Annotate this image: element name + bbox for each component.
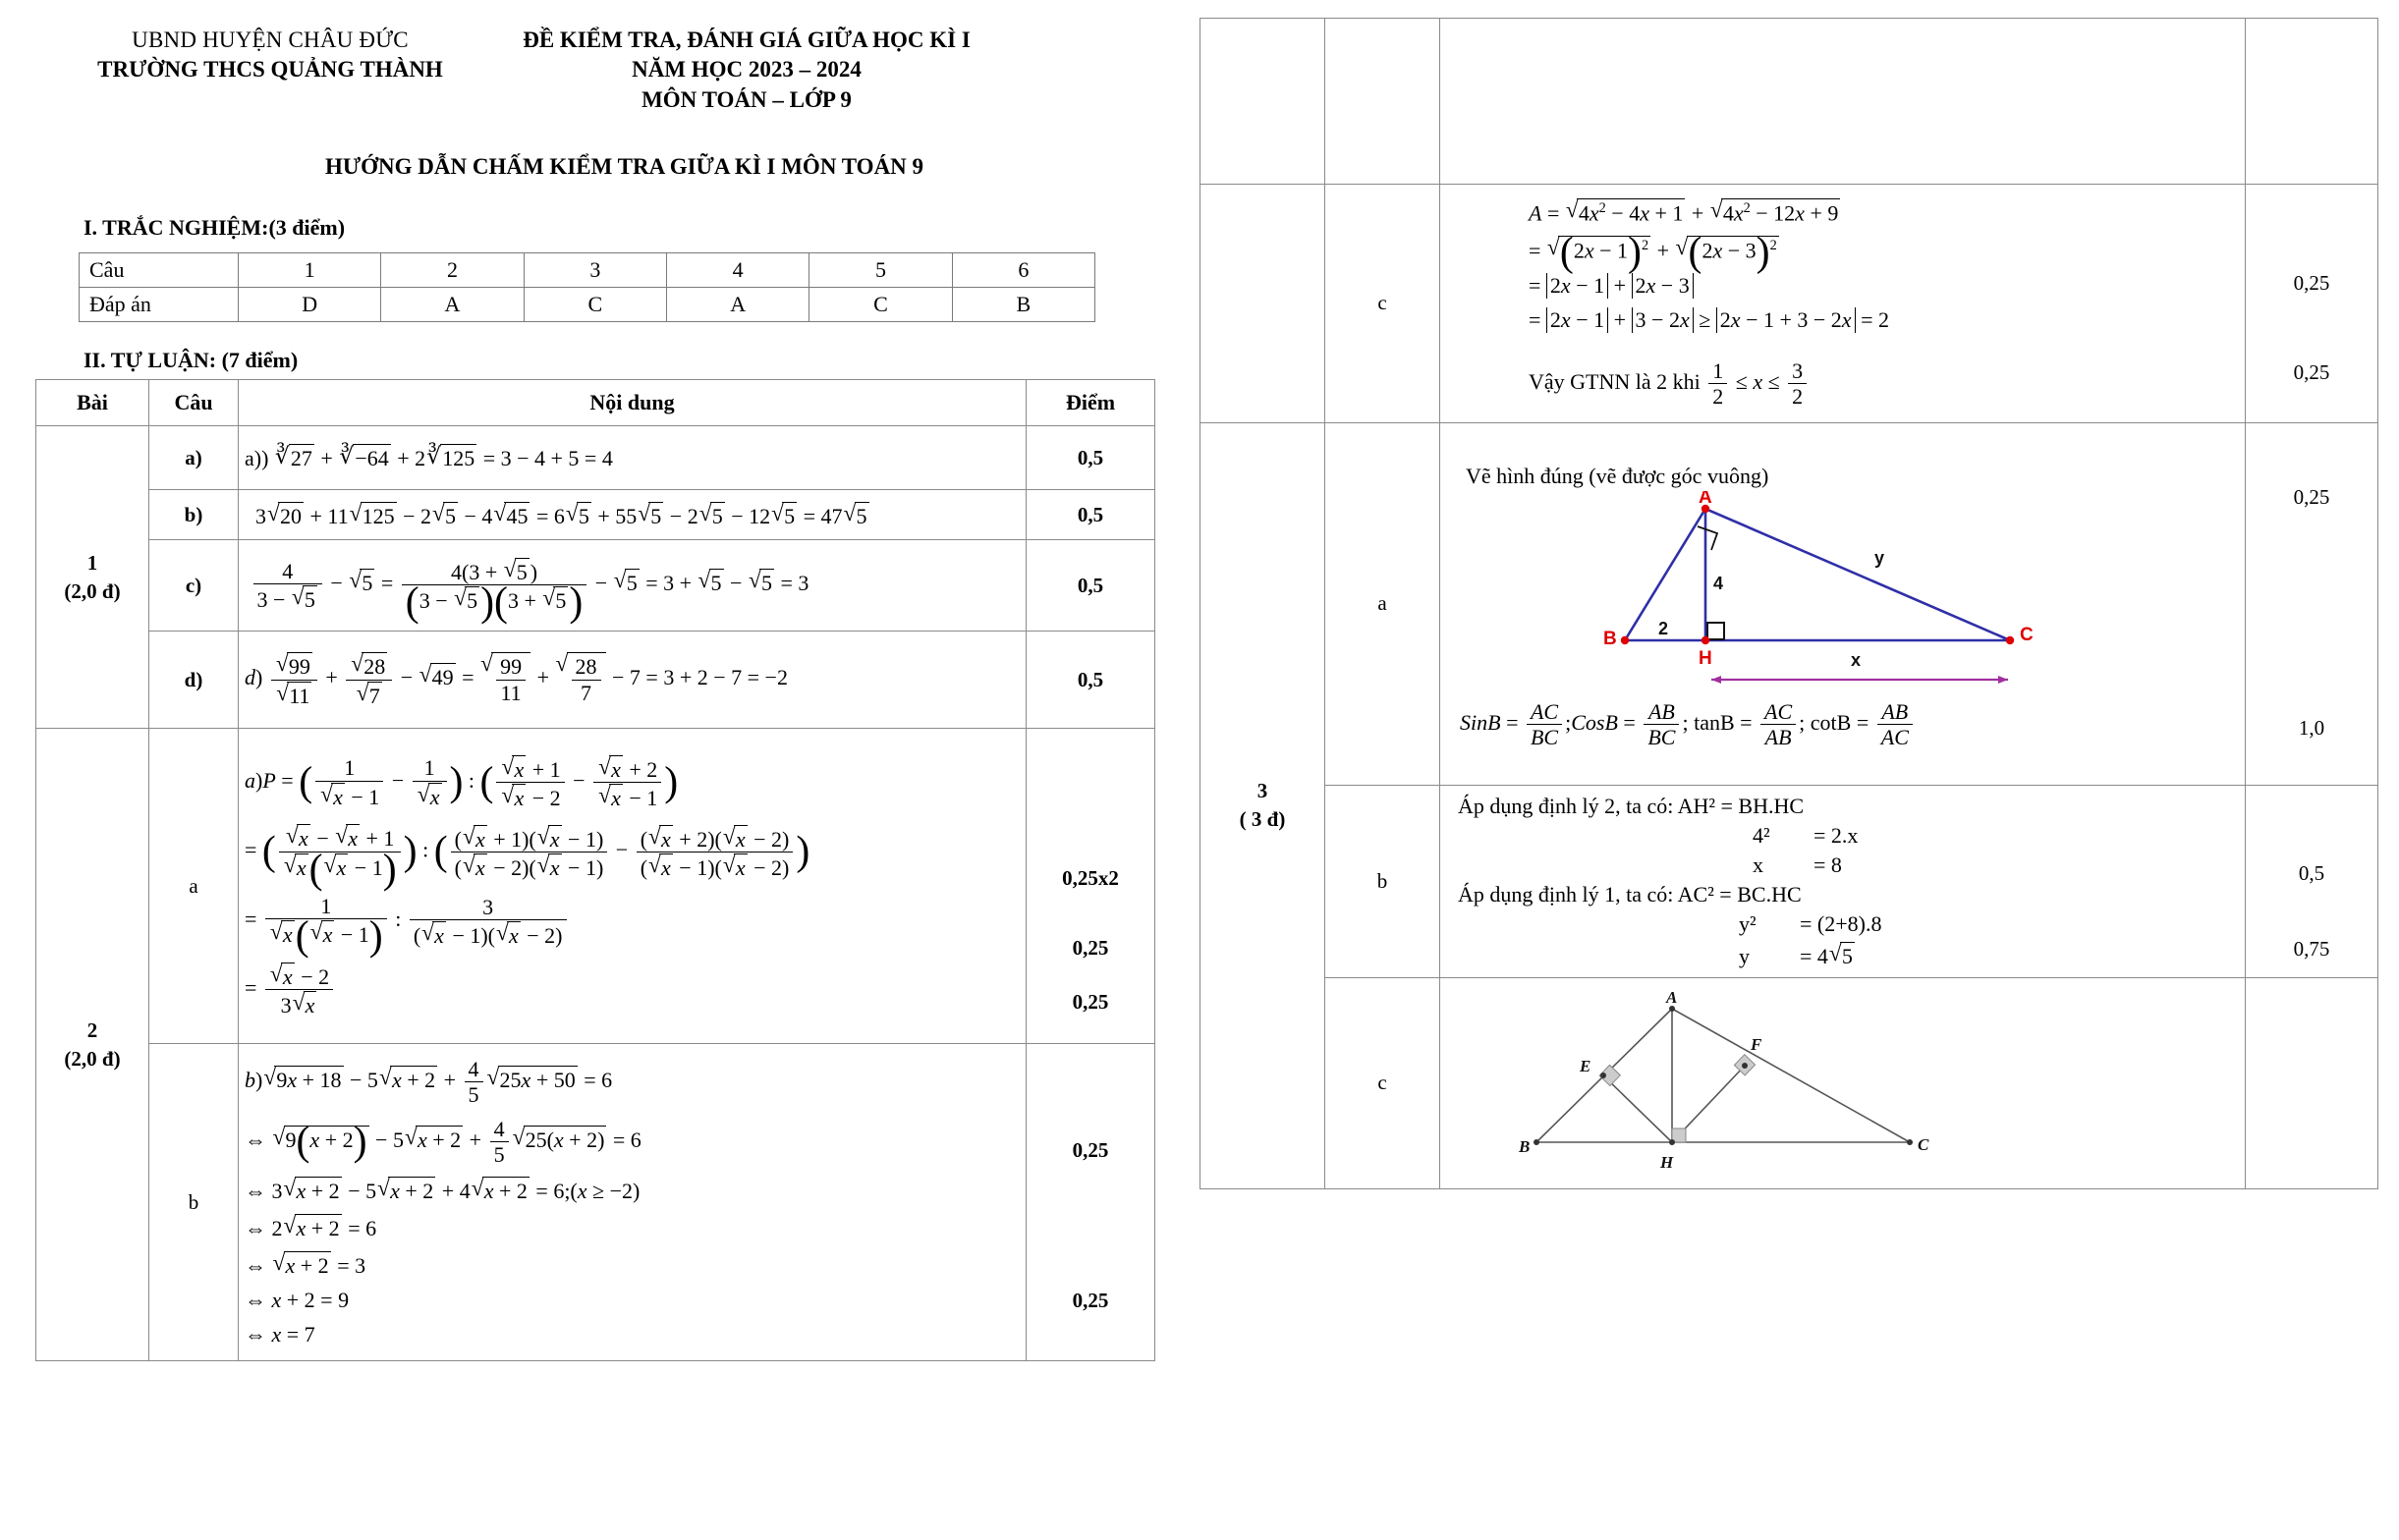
cau-1a-label: a) xyxy=(149,426,239,490)
diem-2b-1: 0,25 xyxy=(1072,1138,1109,1163)
dinh-ly-2-line: Áp dụng định lý 2, ta có: AH² = BH.HC xyxy=(1458,793,1805,818)
mc-question-6: 6 xyxy=(952,253,1094,288)
document-header xyxy=(0,0,1200,115)
cau-3b-label: b xyxy=(1325,785,1440,977)
cau-1c-label: c) xyxy=(149,540,239,632)
mc-question-2: 2 xyxy=(381,253,524,288)
page-title: HƯỚNG DẪN CHẤM KIỂM TRA GIỮA KÌ I MÔN TOÁN 9 xyxy=(324,154,924,180)
continuation-noidung xyxy=(1440,19,2246,185)
b-line3-left: x xyxy=(1753,852,1763,877)
col-header-diem: Điểm xyxy=(1027,380,1155,426)
table-row-1d xyxy=(36,632,1155,729)
cau-2b-label: b xyxy=(149,1044,239,1361)
diem-2c-group xyxy=(2246,185,2378,423)
figure-triangle-with-altitudes xyxy=(1448,987,2237,1180)
mc-answer-3: C xyxy=(524,288,666,322)
mc-question-4: 4 xyxy=(666,253,809,288)
cau-3b-content xyxy=(1440,785,2246,977)
diem-3a-group xyxy=(2246,422,2378,785)
point-f xyxy=(1742,1063,1748,1069)
table-row-2b xyxy=(36,1044,1155,1361)
col-header-noidung: Nội dung xyxy=(239,380,1027,426)
multiple-choice-answer-table xyxy=(79,252,1095,322)
diem-2a-3: 0,25 xyxy=(1072,989,1109,1014)
col-header-bai: Bài xyxy=(36,380,149,426)
mc-row-label-answer: Đáp án xyxy=(80,288,239,322)
triangle-abc-outline xyxy=(1536,1009,1910,1142)
b-line6-right: = 4 xyxy=(1800,943,1828,968)
label-c: C xyxy=(2019,624,2034,645)
segment-he xyxy=(1603,1075,1672,1142)
diem-3b-group xyxy=(2246,785,2378,977)
continuation-cau xyxy=(1325,19,1440,185)
exam-line-2: NĂM HỌC 2023 – 2024 xyxy=(632,57,862,82)
diem-2a-1: 0,25x2 xyxy=(1062,865,1119,890)
diem-3a-2: 1,0 xyxy=(2298,715,2325,740)
exam-line-1: ĐỀ KIỂM TRA, ĐÁNH GIÁ GIỮA HỌC KÌ I xyxy=(523,28,971,52)
org-line-2: TRƯỜNG THCS QUẢNG THÀNH xyxy=(97,56,443,82)
page-right xyxy=(1200,0,2399,1540)
cau-1b-label: b) xyxy=(149,490,239,540)
cau-3c-label: c xyxy=(1325,977,1440,1188)
cau-2a-label: a xyxy=(149,729,239,1044)
table-row-answers xyxy=(80,288,1095,322)
point-c xyxy=(2005,636,2013,644)
point-b xyxy=(1620,636,1628,644)
label-b: B xyxy=(1602,628,1617,649)
mc-row-label-question: Câu xyxy=(80,253,239,288)
diem-1d: 0,5 xyxy=(1027,632,1155,729)
cau-2a-content: a)P = ( 1 √ x − 1 − 1 √ x ) : ( √ x + 1 √ x − 2 − √ x + 2 √ x − 1 ) = ( √ x − √ x + 1 √ x( √ x − 1) ) : ( $\frac{( √ x + 1)( √ x - 1)}{( √ x - 2)( √ x - 1)}$ − $\frac{( √ x + 2)( √ x - 2)}{( √ x - 1)( √ x - 2)}$ ) = 1 √ x( √ x − 1) : $\frac{3}{( √ x - 1)( √ x - 2)}$ = √ $\frac{x - 2}{3 √ x}$ xyxy=(239,729,1027,1044)
b-line6-left: y xyxy=(1739,943,1750,968)
table-row-1a xyxy=(36,426,1155,490)
bai-3-label xyxy=(1200,422,1325,1188)
label-h-2: H xyxy=(1660,1152,1674,1172)
bai-2-label xyxy=(36,729,149,1361)
label-a-2: A xyxy=(1666,987,1678,1007)
diem-2a-group xyxy=(1027,729,1155,1044)
trig-ratio-formulas: SinB = $\frac{AC}{BC}$ ;CosB = $\frac{AB}{BC}$ ; tanB = $\frac{AC}{AB}$ ; cotB = $\frac{AB}{AC}$ xyxy=(1448,699,2237,750)
point-c-2 xyxy=(1907,1139,1913,1145)
bai-3-points: ( 3 đ) xyxy=(1239,807,1286,832)
point-e xyxy=(1600,1072,1606,1078)
cau-1d-content: d) √ 99 √ 11 + √ 28 √ 7 − √ 49 = √ $\frac{99}{11}$ + √ $\frac{28}{7}$ − 7 = 3 + 2 − 7 = −2 xyxy=(239,632,1027,729)
bai-1-number: 1 xyxy=(86,551,98,576)
b-line2-left: 4² xyxy=(1753,822,1770,848)
sqrt-5-glyph: √ 5 xyxy=(1829,941,1855,969)
exam-line-3: MÔN TOÁN – LỚP 9 xyxy=(642,86,852,112)
label-c-2: C xyxy=(1918,1134,1929,1154)
diem-2c-2: 0,25 xyxy=(2293,359,2330,384)
continuation-bai xyxy=(1200,19,1325,185)
mc-question-3: 3 xyxy=(524,253,666,288)
mc-answer-5: C xyxy=(809,288,952,322)
right-angle-a xyxy=(1698,526,1717,550)
dinh-ly-1-line: Áp dụng định lý 1, ta có: AC² = BC.HC xyxy=(1458,881,1802,907)
triangle-outline xyxy=(1625,509,2010,640)
label-hc-length: x xyxy=(1850,649,1861,670)
cau-1b-content: 3 √ 20 + 11 √ 125 − 2 √ 5 − 4 √ 45 = 6 √ 5 + 55 √ 5 − 2 √ 5 − 12 √ 5 = 47 √ 5 xyxy=(239,490,1027,540)
cau-1a-content: a)) ∛ 27 + ∛ −64 + 2 ∛ 125 = 3 − 4 + 5 = 4 xyxy=(239,426,1027,490)
table-row-3c xyxy=(1200,977,2378,1188)
diem-1a: 0,5 xyxy=(1027,426,1155,490)
cau-1d-label: d) xyxy=(149,632,239,729)
b-line5-left: y² xyxy=(1739,910,1757,936)
table-row-continuation xyxy=(1200,19,2378,185)
diem-3c xyxy=(2246,977,2378,1188)
label-e: E xyxy=(1580,1056,1591,1075)
label-b-2: B xyxy=(1519,1136,1531,1156)
label-h: H xyxy=(1698,647,1712,669)
ve-hinh-note: Vẽ hình đúng (vẽ được góc vuông) xyxy=(1466,463,1769,488)
table-row-2a xyxy=(36,729,1155,1044)
diem-3a-1: 0,25 xyxy=(2293,484,2330,509)
mc-answer-4: A xyxy=(666,288,809,322)
right-angle-h xyxy=(1707,623,1724,639)
point-h-2 xyxy=(1669,1139,1675,1145)
dimension-arrow-left xyxy=(1711,676,1721,684)
diem-2b-2: 0,25 xyxy=(1072,1289,1109,1313)
grading-table-right xyxy=(1200,18,2378,1189)
table-row-1c xyxy=(36,540,1155,632)
cau-2b-content: b) √ 9x + 18 − 5 √ x + 2 + $\frac{4}{5}$ √ 25x + 50 = 6 ⇔ √ 9(x + 2) − 5 √ x + 2 + $\frac{4}{5}$ √ 25(x + 2) = 6 ⇔ 3 √ x + 2 − 5 √ x + 2 + 4 √ x + 2 = 6;(x ≥ −2) ⇔ 2 √ x + 2 = 6 ⇔ √ x + 2 = 3 ⇔ x + 2 = 9 ⇔ x = 7 xyxy=(239,1044,1027,1361)
exam-block xyxy=(481,26,1012,115)
school-block xyxy=(59,26,481,115)
table-row-3b xyxy=(1200,785,2378,977)
diem-1c: 0,5 xyxy=(1027,540,1155,632)
bai-2-number: 2 xyxy=(86,1018,98,1043)
b-line2-right: = 2.x xyxy=(1813,822,1859,848)
label-ah-length: 4 xyxy=(1712,573,1723,593)
bai-2c-label xyxy=(1200,185,1325,423)
triangle-aefh-svg xyxy=(1497,987,1949,1174)
continuation-diem xyxy=(2246,19,2378,185)
table-row-2c xyxy=(1200,185,2378,423)
org-line-1: UBND HUYỆN CHÂU ĐỨC xyxy=(132,28,409,52)
bai-2-points: (2,0 đ) xyxy=(64,1046,121,1071)
diem-3b-1: 0,5 xyxy=(2298,861,2325,886)
table-row-1b xyxy=(36,490,1155,540)
diem-3b-2: 0,75 xyxy=(2293,937,2330,962)
bai-1-label xyxy=(36,426,149,729)
mc-answer-2: A xyxy=(381,288,524,322)
b-line5-right: = (2+8).8 xyxy=(1800,910,1882,936)
col-header-cau: Câu xyxy=(149,380,239,426)
point-b-2 xyxy=(1534,1139,1539,1145)
cau-2c-content: A = √ $4x^2 - 4x + 1$ + √ $4x^2 - 12x + 9$ = √ $(2x - 1)^2$ + √ $(2x - 3)^2$ = 2x − 1 + 2x − 3 = 2x − 1 + 3 − 2x ≥ 2x − 1 + 3 − 2x = 2 Vậy GTNN là 2 khi $\frac{1}{2}$ ≤ x ≤ $\frac{3}{2}$ xyxy=(1440,185,2246,423)
diem-1b: 0,5 xyxy=(1027,490,1155,540)
mc-answer-1: D xyxy=(239,288,381,322)
label-ac-length: y xyxy=(1873,547,1884,568)
section-1-title: I. TRẮC NGHIỆM:(3 điểm) xyxy=(84,215,346,241)
cau-2c-label: c xyxy=(1325,185,1440,423)
mc-question-1: 1 xyxy=(239,253,381,288)
mc-answer-6: B xyxy=(952,288,1094,322)
gtnn-conclusion: Vậy GTNN là 2 khi xyxy=(1529,368,1701,394)
diem-2c-1: 0,25 xyxy=(2293,270,2330,295)
cau-1c-content: $\frac{4}{3 - √ 5}$ − √ 5 = $\frac{4(3 + √ 5 )}{(3 - √ 5)(3 + √ 5)}$ − √ 5 = 3 + √ 5 − √ 5 = 3 xyxy=(239,540,1027,632)
label-bh-length: 2 xyxy=(1657,618,1668,638)
figure-right-triangle-abc xyxy=(1448,491,2237,693)
b-line3-right: = 8 xyxy=(1813,852,1842,877)
grading-table-left xyxy=(35,379,1155,1361)
table-row-3a xyxy=(1200,422,2378,785)
mc-question-5: 5 xyxy=(809,253,952,288)
bai-1-points: (2,0 đ) xyxy=(64,578,121,603)
cau-3a-content xyxy=(1440,422,2246,785)
triangle-abc-svg xyxy=(1588,491,2098,688)
section-2-title: II. TỰ LUẬN: (7 điểm) xyxy=(84,348,299,373)
cau-3a-label: a xyxy=(1325,422,1440,785)
dimension-arrow-right xyxy=(1998,676,2008,684)
label-f: F xyxy=(1751,1034,1762,1054)
table-row-questions xyxy=(80,253,1095,288)
bai-3-number: 3 xyxy=(1256,778,1268,802)
diem-2a-2: 0,25 xyxy=(1072,935,1109,960)
diem-2b-group xyxy=(1027,1044,1155,1361)
point-h xyxy=(1701,636,1708,644)
cau-3c-content xyxy=(1440,977,2246,1188)
table-header-row xyxy=(36,380,1155,426)
label-a: A xyxy=(1698,490,1712,508)
